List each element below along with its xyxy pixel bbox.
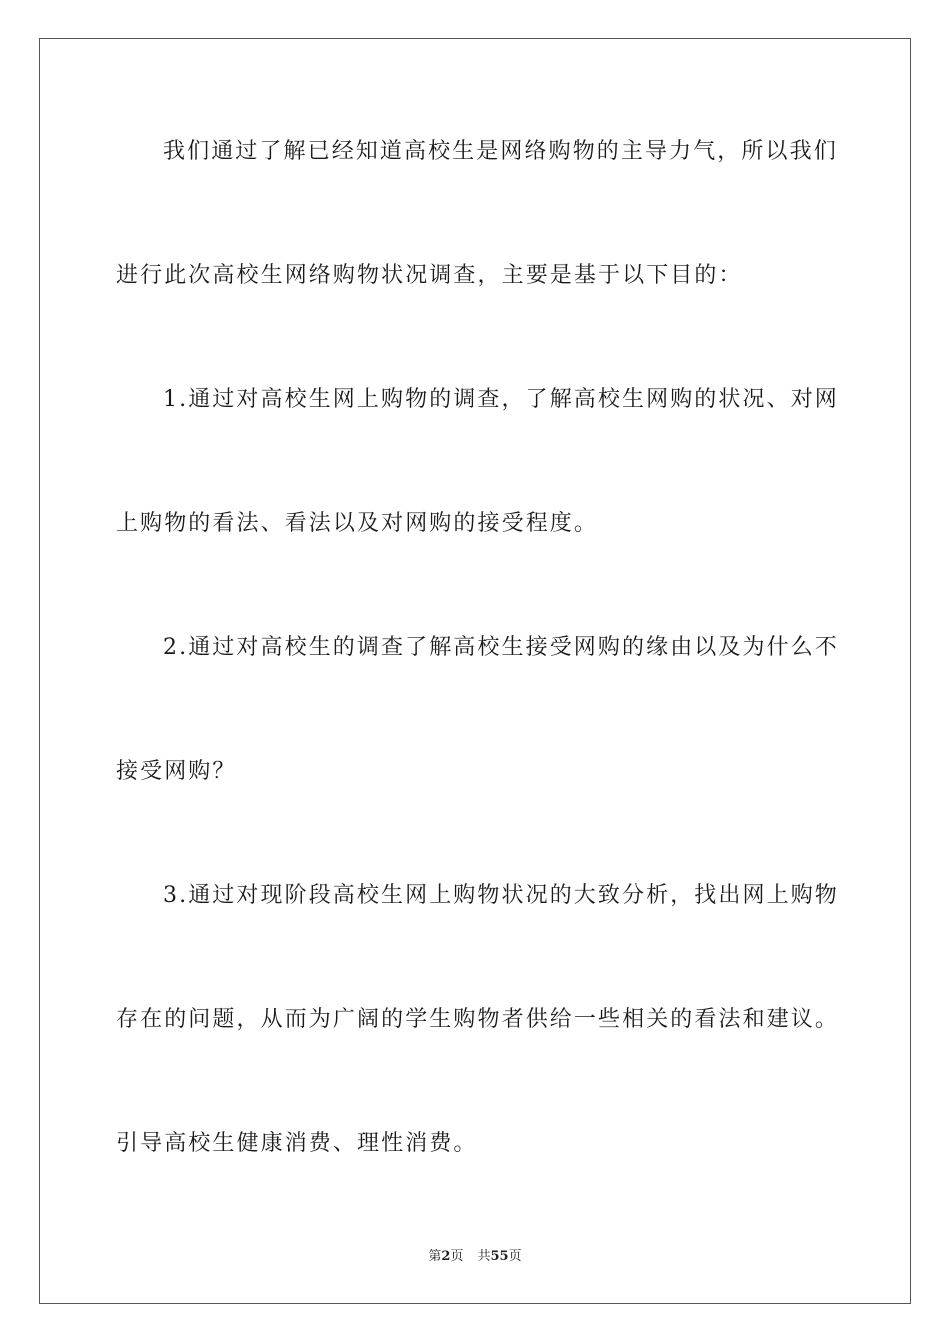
paragraph-1-line-2: 进行此次高校生网络购物状况调查，主要是基于以下目的： xyxy=(116,263,743,288)
page-border xyxy=(39,38,911,1304)
footer-page-suffix: 页 xyxy=(450,1249,464,1264)
footer-total-pages: 55 xyxy=(490,1249,509,1264)
paragraph-4-line-2: 存在的问题，从而为广阔的学生购物者供给一些相关的看法和建议。 xyxy=(116,1007,840,1032)
footer-page-number: 2 xyxy=(441,1249,451,1264)
paragraph-2-line-2: 上购物的看法、看法以及对网购的接受程度。 xyxy=(116,511,599,536)
footer-total-prefix: 共 xyxy=(477,1249,491,1264)
paragraph-1-line-1: 我们通过了解已经知道高校生是网络购物的主导力气，所以我们 xyxy=(163,139,838,164)
footer-page-prefix: 第 xyxy=(428,1249,442,1264)
paragraph-4-line-3: 引导高校生健康消费、理性消费。 xyxy=(116,1131,478,1156)
page-footer xyxy=(0,1248,950,1266)
paragraph-2-line-1: 1.通过对高校生网上购物的调查，了解高校生网购的状况、对网 xyxy=(163,387,839,412)
paragraph-4-line-1: 3.通过对现阶段高校生网上购物状况的大致分析，找出网上购物 xyxy=(163,883,839,908)
paragraph-3-line-1: 2.通过对高校生的调查了解高校生接受网购的缘由以及为什么不 xyxy=(163,635,839,660)
paragraph-3-line-2: 接受网购？ xyxy=(116,759,237,784)
footer-total-suffix: 页 xyxy=(508,1249,522,1264)
